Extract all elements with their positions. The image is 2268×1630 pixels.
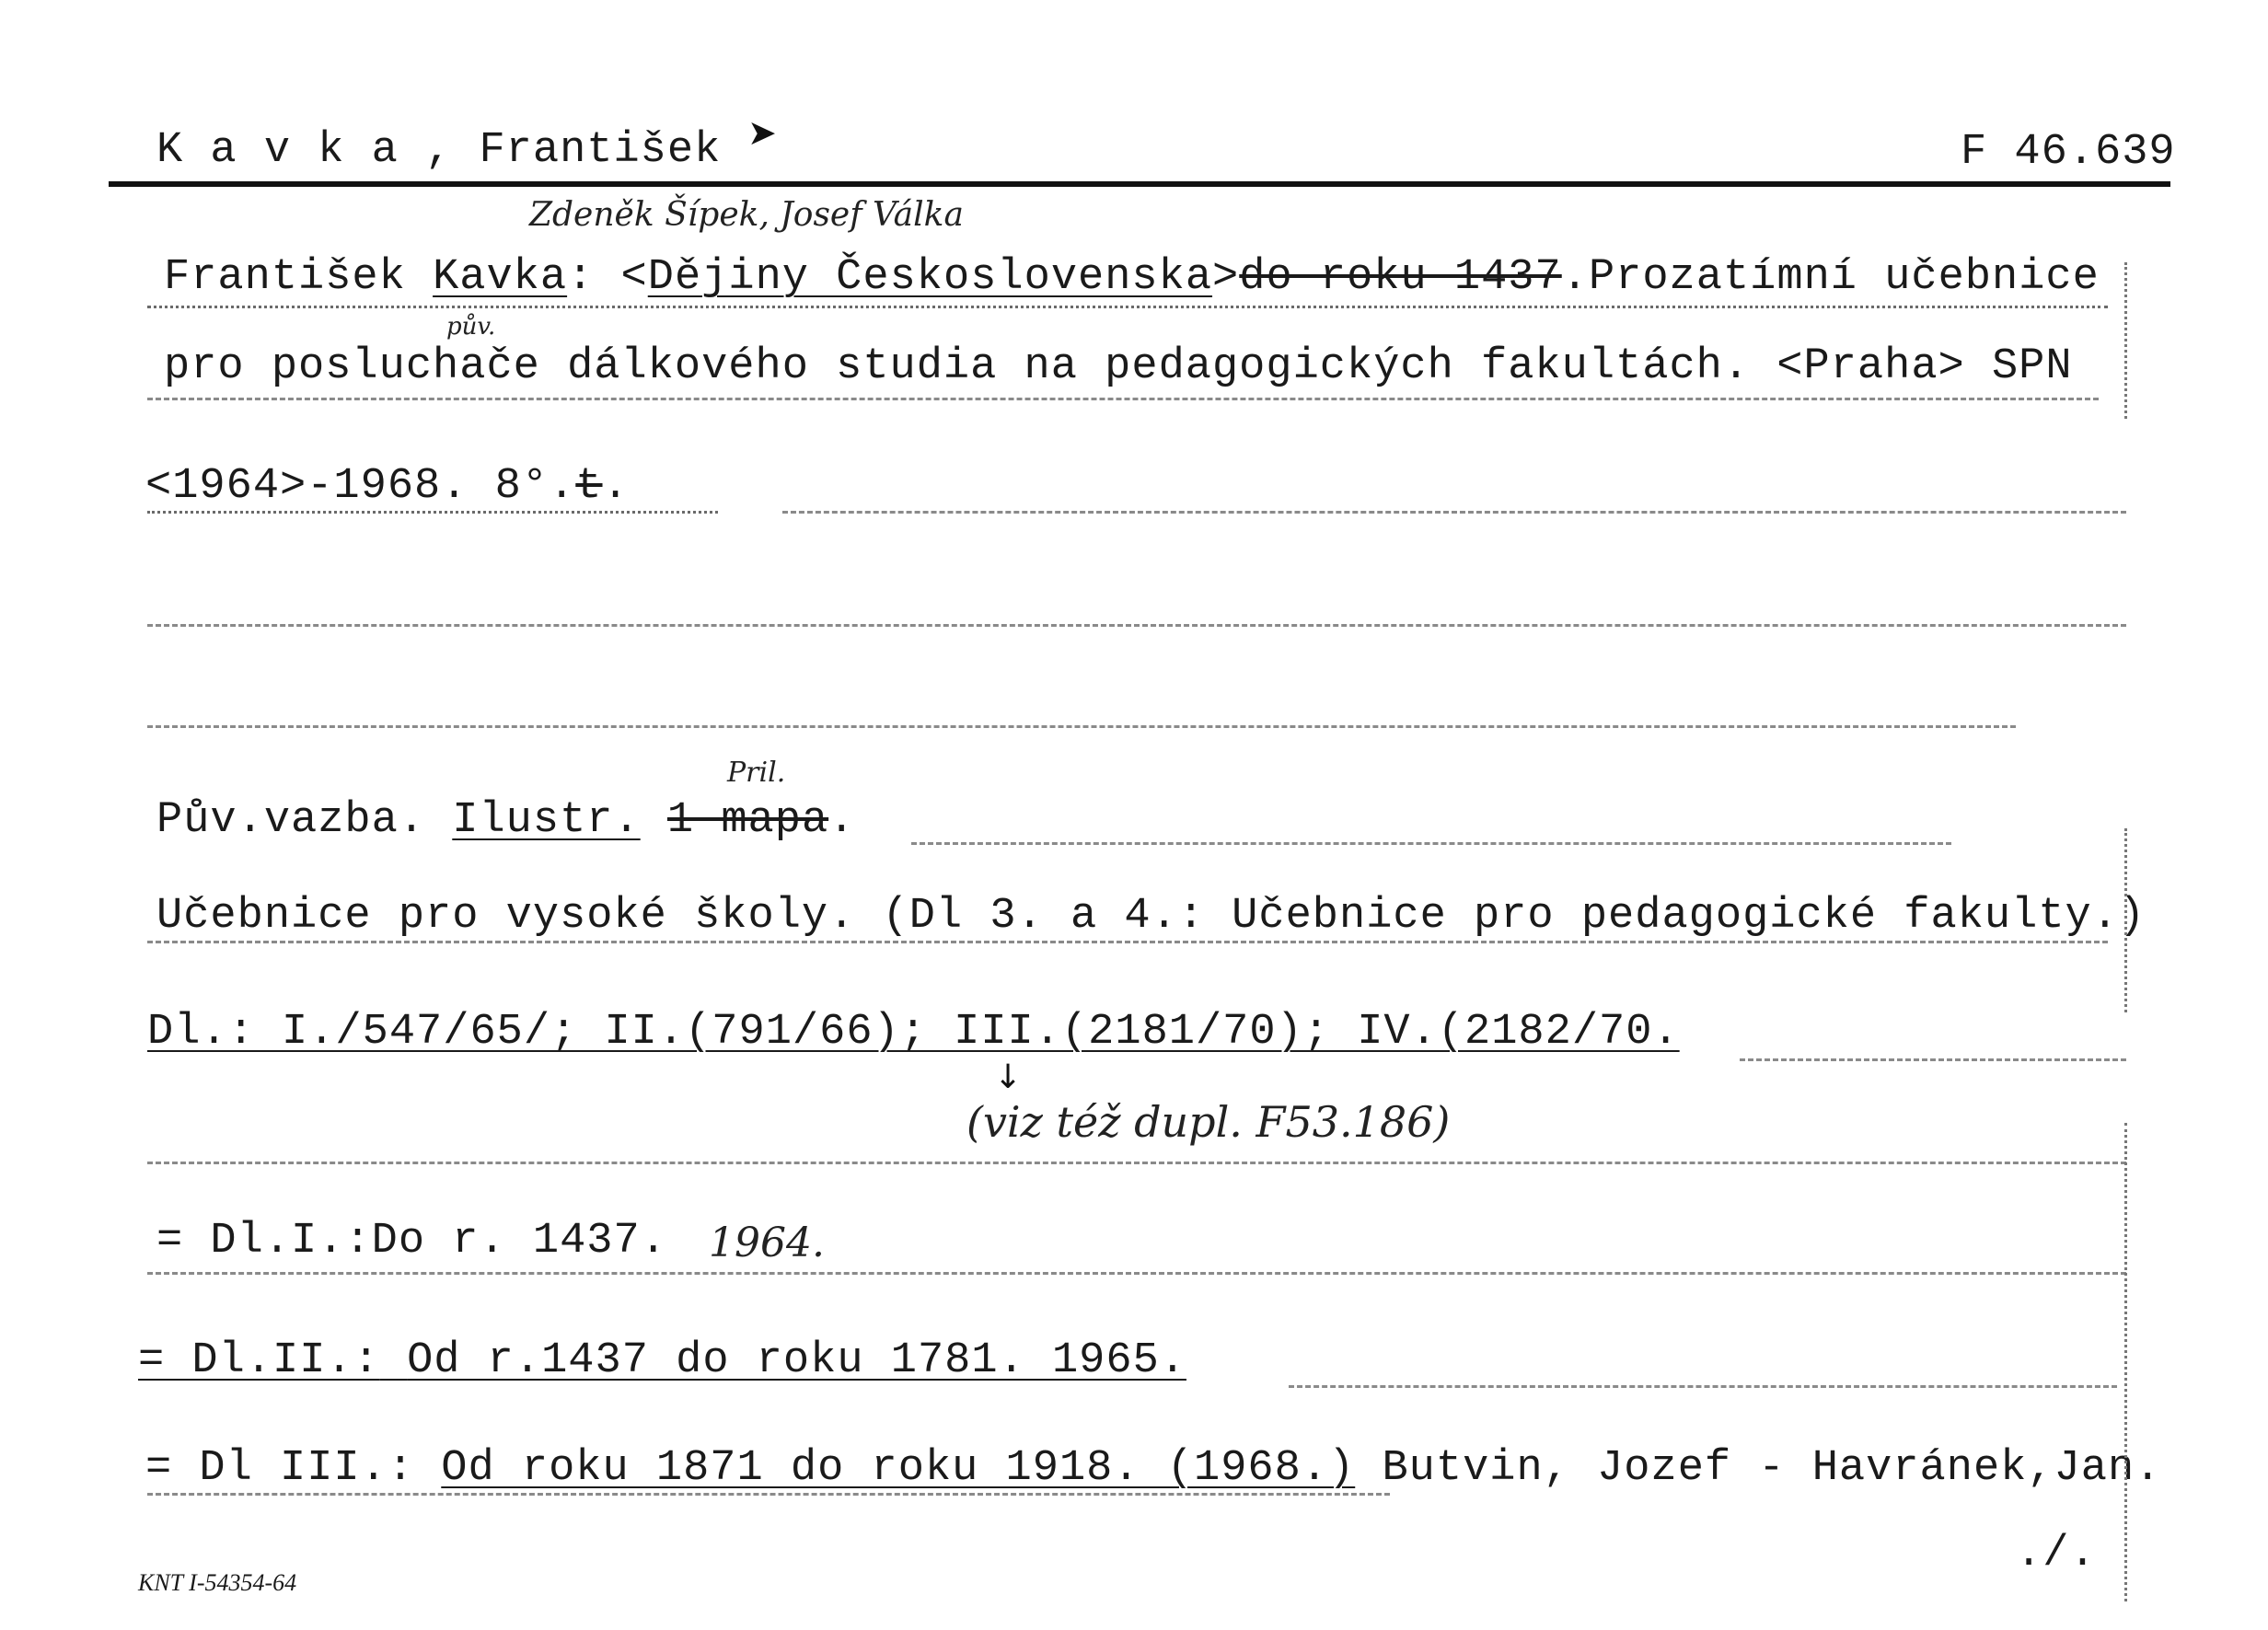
struck-subtitle: do roku 1437 bbox=[1239, 253, 1562, 302]
dashed-line bbox=[147, 941, 2108, 943]
title-open-mark: < bbox=[620, 253, 648, 302]
margin-line bbox=[2124, 1123, 2127, 1601]
entry-surname: Kavka bbox=[433, 253, 568, 302]
entry-line-2 bbox=[164, 342, 2073, 391]
entry-line-3 bbox=[145, 462, 630, 511]
dashed-line bbox=[147, 725, 2016, 728]
header-rule bbox=[109, 181, 2170, 187]
dashed-line bbox=[911, 842, 1951, 845]
series-note: Učebnice pro vysoké školy. (Dl 3. a 4.: Učebnice pro pedagogické fakulty.) bbox=[156, 892, 2146, 941]
binding-original: Pův.vazba. bbox=[156, 796, 426, 845]
volumes-note: Dl.: I./547/65/; II.(791/66); III.(2181/70); IV.(2182/70. bbox=[147, 1008, 1680, 1057]
dashed-line bbox=[1740, 1058, 2126, 1061]
illustrations: Ilustr. bbox=[452, 796, 641, 845]
contents-prefix: = Dl III.: bbox=[145, 1444, 415, 1493]
continuation-mark: ./. bbox=[2016, 1530, 2097, 1578]
contents-prefix: = Dl.II.: bbox=[138, 1336, 380, 1385]
binding-end: . bbox=[828, 796, 856, 845]
binding-note bbox=[156, 796, 856, 845]
entry-title: Dějiny Československa bbox=[647, 253, 1213, 302]
handwritten-above-mapa: Pril. bbox=[727, 757, 786, 789]
entry-subtitle: .Prozatímní učebnice bbox=[1561, 253, 2100, 302]
entry-line-2-text: pro posluchače dálkového studia na pedagogických fakultách. bbox=[164, 342, 1751, 391]
dashed-line bbox=[1289, 1385, 2117, 1388]
dashed-line bbox=[782, 511, 2126, 514]
author-heading: K a v k a , František bbox=[156, 126, 722, 175]
format: . 8°. bbox=[441, 462, 576, 511]
format-end: . bbox=[602, 462, 630, 511]
entry-line-1 bbox=[164, 253, 2100, 302]
publication-years: <1964>-1968 bbox=[145, 462, 442, 511]
arrow-mark-icon: ➤ bbox=[747, 112, 777, 153]
title-close-mark: > bbox=[1212, 253, 1240, 302]
contents-item-3 bbox=[145, 1444, 2162, 1493]
dashed-line bbox=[147, 1493, 1390, 1496]
contents-text: Do r. 1437. bbox=[371, 1217, 667, 1266]
contents-item-2 bbox=[138, 1336, 1186, 1385]
dashed-line bbox=[147, 398, 2099, 400]
place-of-publication: <Praha> bbox=[1776, 342, 1965, 391]
handwritten-duplicate-note: (viz též dupl. F53.186) bbox=[966, 1097, 1451, 1147]
handwritten-year: 1964. bbox=[709, 1220, 825, 1266]
arrow-down-icon: ↓ bbox=[994, 1058, 1023, 1096]
margin-line bbox=[2124, 828, 2127, 1012]
dotted-line bbox=[147, 511, 718, 514]
call-number: F 46.639 bbox=[1961, 128, 2176, 177]
handwritten-coauthors: Zdeněk Šípek, Josef Válka bbox=[529, 196, 964, 234]
struck-map: 1 mapa bbox=[666, 796, 829, 845]
dashed-line bbox=[147, 624, 2126, 627]
contents-authors: Butvin, Jozef - Havránek,Jan. bbox=[1382, 1444, 2162, 1493]
contents-text: Od r.1437 do roku 1781. 1965. bbox=[407, 1336, 1186, 1385]
dotted-line bbox=[147, 306, 2108, 308]
margin-line bbox=[2124, 262, 2127, 419]
printer-imprint: KNT I-54354-64 bbox=[138, 1569, 297, 1596]
contents-item-1 bbox=[156, 1217, 667, 1266]
publisher: SPN bbox=[1991, 342, 2073, 391]
entry-name: František bbox=[164, 253, 406, 302]
dashed-line bbox=[147, 1162, 2126, 1164]
contents-text: Od roku 1871 do roku 1918. (1968.) bbox=[441, 1444, 1356, 1493]
handwritten-above-pedagog: pův. bbox=[446, 313, 496, 341]
format-mark: t bbox=[575, 462, 603, 511]
entry-colon: : bbox=[567, 253, 595, 302]
dashed-line bbox=[147, 1272, 2126, 1275]
contents-prefix: = Dl.I.: bbox=[156, 1217, 372, 1266]
